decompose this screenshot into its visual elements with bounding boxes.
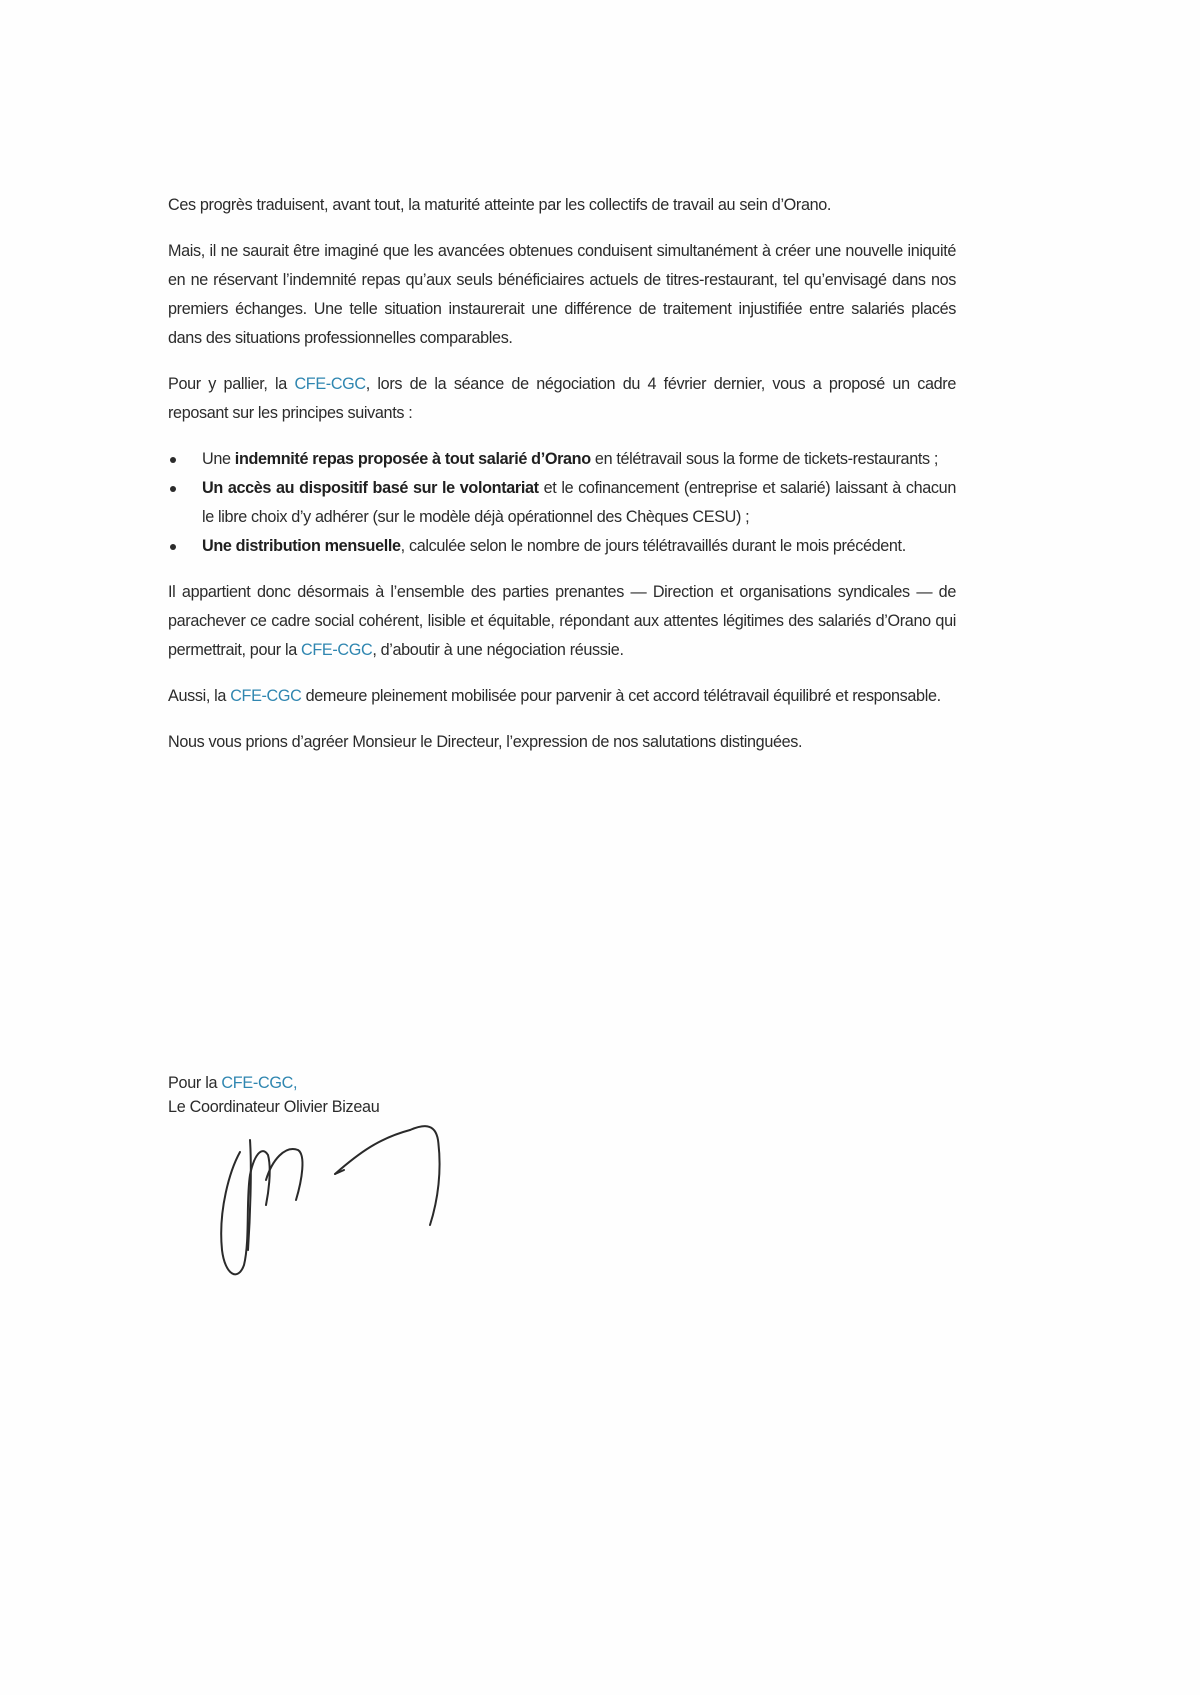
paragraph-mobilized [168,682,956,711]
text: Pour la [168,1074,222,1092]
text: Il appartient donc désormais à l’ensemble des parties prenantes — Direction et organisations syndicales — de parachever ce cadre social cohérent, lisible et équitable, répondant aux attentes légitimes des salariés d’Orano qui permettrait, pour la [168,583,956,659]
text: Aussi, la [168,687,231,705]
text: , d’aboutir à une négociation réussie. [372,641,624,659]
org-name: CFE-CGC [294,375,366,393]
bullet-icon [170,457,176,463]
paragraph-salutation: Nous vous prions d’agréer Monsieur le Directeur, l’expression de nos salutations distinguées. [168,733,803,751]
closing-line-2: Le Coordinateur Olivier Bizeau [168,1098,380,1116]
text: , calculée selon le nombre de jours télétravaillés durant le mois précédent. [400,537,906,555]
letter-body [168,191,956,774]
list-item [168,532,956,561]
closing-line-1 [168,1071,379,1095]
bold-text: Un accès au dispositif basé sur le volontariat [202,479,539,497]
paragraph-iniquity: Mais, il ne saurait être imaginé que les avancées obtenues conduisent simultanément à créer une nouvelle iniquité en ne réservant l’indemnité repas qu’aux seuls bénéficiaires actuels de titres-restaurant, tel qu’envisagé dans nos premiers échanges. Une telle situation instaurerait une différence de traitement injustifiée entre salariés placés dans des situations professionnelles comparables. [168,242,956,347]
principles-list [168,445,956,561]
org-name: CFE-CGC, [221,1074,298,1092]
bold-text: Une distribution mensuelle [202,537,401,555]
paragraph-proposal [168,370,956,428]
text: et le cofinancement (entreprise et salarié) laissant à chacun le libre choix d’y adhérer (sur le modèle déjà opérationnel des Chèques CESU) ; [202,479,956,526]
text: , lors de la séance de négociation du 4 février dernier, vous a proposé un cadre reposant sur les principes suivants : [168,375,956,422]
text: Une [202,450,235,468]
list-item [168,445,956,474]
text: demeure pleinement mobilisée pour parvenir à cet accord télétravail équilibré et responsable. [301,687,941,705]
bold-text: indemnité repas proposée à tout salarié d’Orano [234,450,591,468]
paragraph-progress: Ces progrès traduisent, avant tout, la maturité atteinte par les collectifs de travail au sein d’Orano. [168,196,832,214]
bullet-icon [170,486,176,492]
paragraph-stakeholders [168,578,956,665]
list-item [168,474,956,532]
org-name: CFE-CGC [301,641,373,659]
text: Pour y pallier, la [168,375,295,393]
bullet-icon [170,544,176,550]
text: en télétravail sous la forme de tickets-restaurants ; [590,450,939,468]
org-name: CFE-CGC [230,687,302,705]
handwritten-signature-icon [210,1100,470,1290]
